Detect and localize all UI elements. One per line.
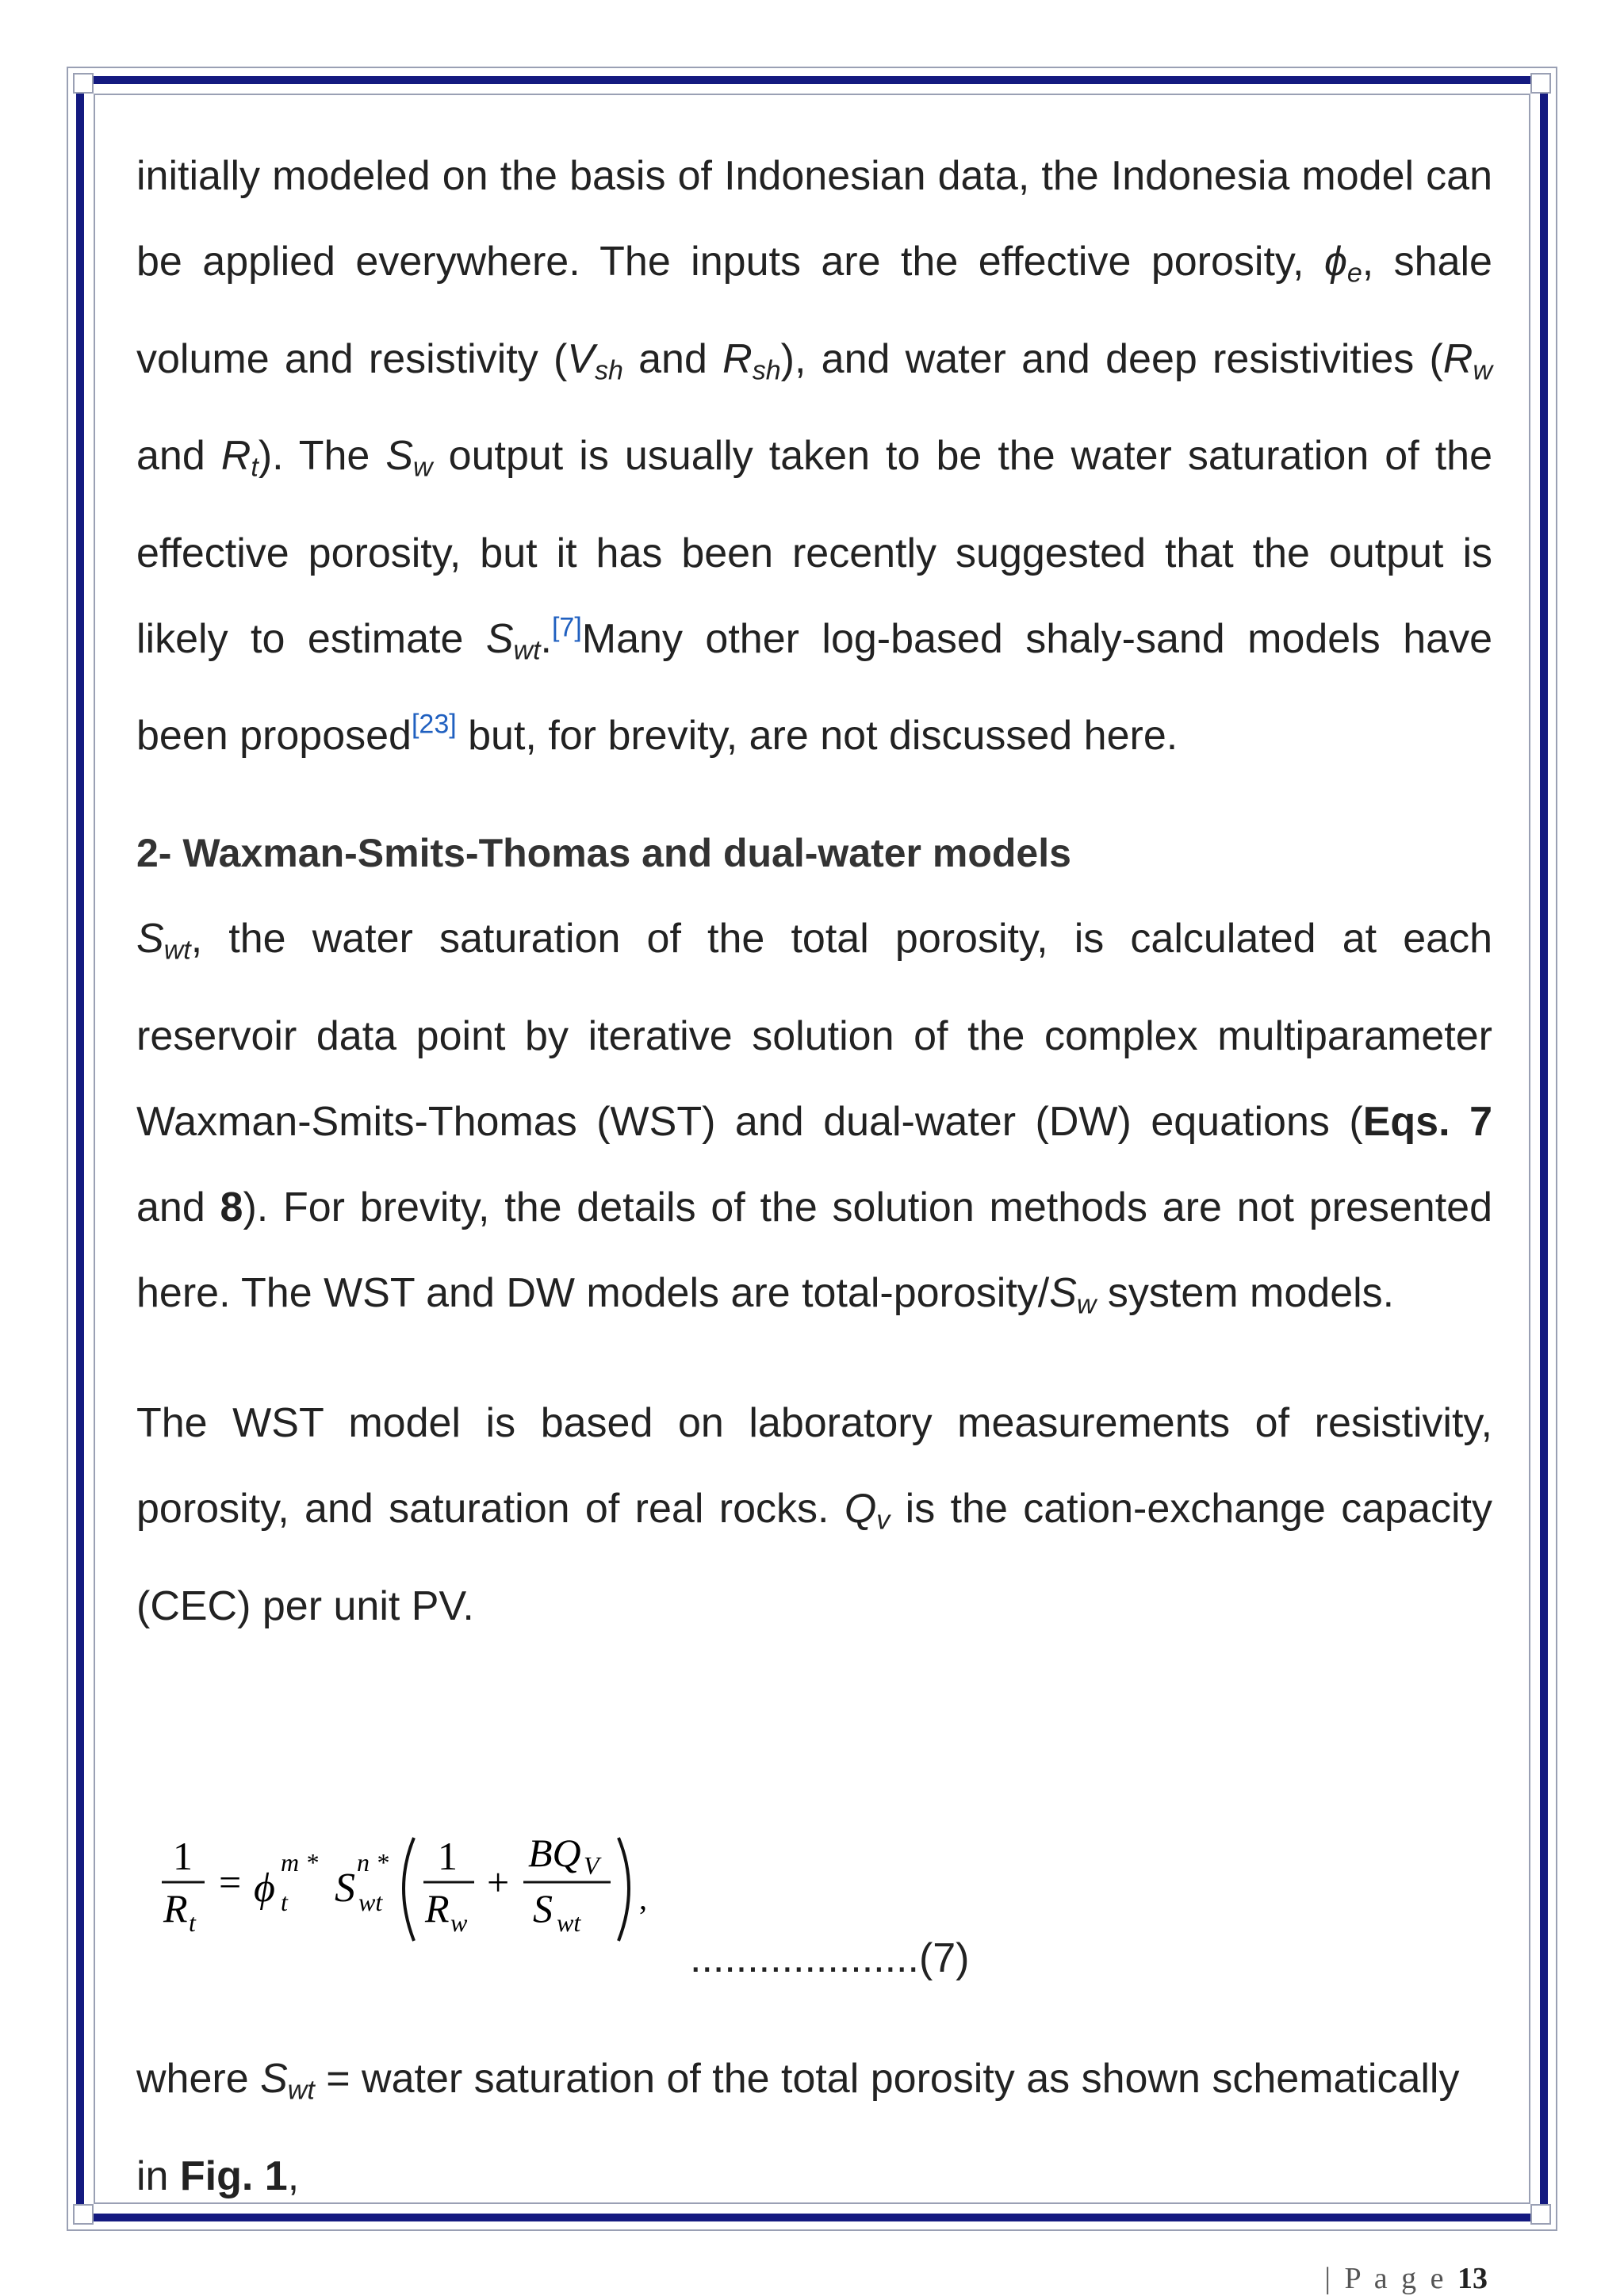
figure-reference: Fig. 1 [179,2152,288,2199]
subscript: w [1473,355,1492,385]
eq-subscript: t [189,1908,196,1937]
equation-reference: Eqs. 7 [1362,1098,1492,1145]
subscript: wt [163,935,191,966]
subscript: v [876,1505,891,1536]
text: but, for brevity, are not discussed here. [456,713,1178,759]
eq-symbol-s: S [533,1886,553,1931]
subscript: w [413,452,433,483]
subscript: wt [513,635,541,665]
symbol-q: Q [844,1486,877,1532]
text: where [136,2056,261,2102]
symbol-r: R [220,433,251,479]
subscript: wt [287,2075,315,2106]
symbol-r: R [722,335,753,382]
equation-7 [155,1820,726,1955]
symbol-s: S [136,916,164,962]
text: = water saturation of the total porosity as shown schematically in [136,2056,1460,2199]
eq-subscript: w [450,1908,468,1937]
symbol-s: S [485,615,514,662]
text: , shale volume and resistivity ( [136,239,1492,382]
eq-comma: , [639,1881,647,1916]
subscript: e [1346,258,1362,289]
text: and [136,1184,220,1230]
text: Many other log-based shaly-sand models have been proposed [136,615,1492,759]
paragraph-swt [136,896,1492,1347]
eq-symbol-bq: BQ [528,1831,581,1875]
symbol-v: V [567,335,595,382]
text: ), and water and deep resistivities ( [780,335,1443,382]
subscript: sh [594,355,623,385]
border-corner-ornament [65,65,109,109]
eq-right-paren [619,1838,629,1941]
symbol-s: S [260,2056,288,2102]
eq-numerator: 1 [438,1834,458,1878]
text: output is usually taken to be the water saturation of the effective porosity, but it has been recently suggested that the output is likely to estimate [136,433,1492,662]
eq-superscript: m * [281,1848,319,1877]
text: initially modeled on the basis of Indonesian data, the Indonesia model can be applied everywhere. The inputs are the effective porosity, [136,153,1492,285]
subscript: w [1076,1289,1097,1319]
page-footer [1324,2261,1488,2296]
eq-subscript: wt [358,1888,383,1916]
paragraph-where [136,2036,1492,2219]
subscript: sh [752,355,781,385]
eq-subscript: V [584,1851,599,1880]
text: is the cation-exchange capacity (CEC) per unit PV. [136,1486,1492,1629]
equation-reference: 8 [220,1184,243,1230]
symbol-phi: ϕ [1323,239,1347,285]
page-content [136,133,1492,1649]
symbol-r: R [1442,335,1473,382]
eq-subscript: wt [557,1908,581,1937]
eq-left-paren [404,1838,414,1941]
eq-superscript: n * [357,1848,389,1877]
equation-number: ....................(7) [690,1935,970,1981]
section-heading: 2- Waxman-Smits-Thomas and dual-water models [136,831,1071,875]
page-label: | P a g e [1324,2262,1447,2295]
text: system models. [1096,1269,1395,1316]
symbol-s: S [385,433,414,479]
text: and [136,433,221,479]
page-number: 13 [1457,2262,1488,2295]
eq-symbol-r: R [163,1886,188,1931]
border-corner-ornament [1515,2188,1559,2233]
eq-symbol-s: S [335,1866,355,1911]
border-corner-ornament [65,2188,109,2233]
citation-link[interactable]: [7] [551,612,582,643]
paragraph-wst-model [136,1380,1492,1649]
eq-subscript: t [281,1888,288,1916]
eq-equals: = [219,1860,242,1904]
citation-link[interactable]: [23] [411,709,457,740]
text: ). The [258,433,386,479]
eq-numerator: 1 [173,1834,193,1878]
text: and [622,335,723,382]
eq-symbol-r: R [425,1886,450,1931]
symbol-s: S [1049,1269,1077,1316]
eq-symbol-phi: ϕ [254,1866,275,1911]
paragraph-indonesia-model [136,133,1492,779]
text: ). For brevity, the details of the solution methods are not presented here. The WST and DW models are total-porosity/ [136,1184,1492,1316]
text: . [540,615,552,662]
text: , [287,2152,300,2199]
text: The WST model is based on laboratory measurements of resistivity, porosity, and saturation of real rocks. [136,1400,1492,1532]
text: , the water saturation of the total porosity, is calculated at each reservoir data point by iterative solution of the complex multiparameter Waxman-Smits-Thomas (WST) and dual-water (DW) equations ( [136,916,1492,1145]
border-corner-ornament [1515,65,1559,109]
eq-plus: + [487,1860,510,1904]
subscript: t [251,452,259,483]
